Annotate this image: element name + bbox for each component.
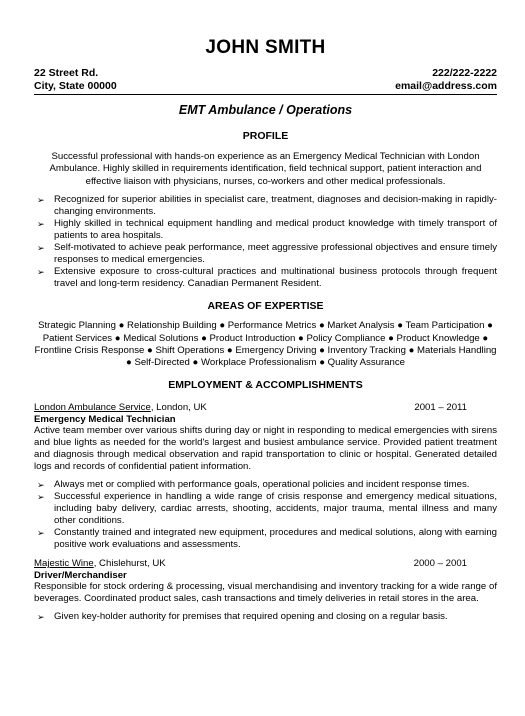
job-dates: 2001 – 2011 bbox=[414, 401, 467, 413]
address-block bbox=[34, 67, 117, 92]
list-item: ➢ Self-motivated to achieve peak performance, meet aggressive professional objectives and ensure timely responses to medical emergencies. bbox=[37, 242, 497, 266]
address-line-2: City, State 00000 bbox=[34, 79, 117, 92]
list-item: ➢ Successful experience in handling a wide range of crisis response and emergency medical situations, including baby delivery, cardiac arrests, shooting, accidents, major trauma, mental illness and many other conditions. bbox=[37, 490, 497, 526]
arrow-bullet-icon: ➢ bbox=[37, 527, 45, 538]
address-line-1: 22 Street Rd. bbox=[34, 67, 99, 79]
contact-block bbox=[34, 67, 497, 92]
list-item: ➢ Always met or complied with performance goals, operational policies and incident response times. bbox=[37, 478, 470, 490]
arrow-bullet-icon: ➢ bbox=[37, 267, 45, 278]
list-item: ➢ Given key-holder authority for premises that required opening and closing on a regular basis. bbox=[37, 610, 448, 622]
expertise-heading: AREAS OF EXPERTISE bbox=[207, 300, 324, 313]
target-job-title: EMT Ambulance / Operations bbox=[178, 103, 353, 117]
job-role: Emergency Medical Technician bbox=[34, 413, 176, 425]
arrow-bullet-icon: ➢ bbox=[37, 219, 45, 230]
job-bullets bbox=[34, 611, 497, 623]
job-bullets bbox=[34, 479, 497, 551]
arrow-bullet-icon: ➢ bbox=[37, 243, 45, 254]
arrow-bullet-icon: ➢ bbox=[37, 611, 45, 622]
company-name: London Ambulance Service bbox=[34, 401, 151, 413]
job-header bbox=[34, 558, 497, 570]
expertise-list: Strategic Planning ● Relationship Building ● Performance Metrics ● Market Analysis ● Team Participation ● Patient Services ● Medical Solutions ● Product Introduction ● Policy Compliance ● Product Knowledge ● Frontline Crisis Response ● Shift Operations ● Emergency Driving ● Inventory Tracking ● Materials Handling ● Self-Directed ● Workplace Professionalism ● Quality Assurance bbox=[34, 320, 497, 369]
job-role: Driver/Merchandiser bbox=[34, 569, 127, 581]
header-divider bbox=[34, 94, 497, 95]
company-name: Majestic Wine bbox=[34, 557, 94, 569]
employment-heading: EMPLOYMENT & ACCOMPLISHMENTS bbox=[168, 378, 363, 391]
list-item: ➢ Highly skilled in technical equipment handling and medical product knowledge with timely transport of patients to area hospitals. bbox=[37, 218, 497, 242]
profile-heading: PROFILE bbox=[242, 130, 289, 142]
job-dates: 2000 – 2001 bbox=[413, 557, 467, 569]
job-description: Active team member over various shifts during day or night in responding to medical emergencies with sirens and blue lights as needed for the world's largest and busiest ambulance service. Provided patient treatment and diagnosis through medical observation and rapid transportation to clinic or hospital. Generated detailed logs and records of confidential patient information. bbox=[34, 424, 497, 472]
company-location: , Chislehurst, UK bbox=[93, 557, 166, 569]
profile-summary: Successful professional with hands-on experience as an Emergency Medical Technician with London Ambulance. Highly skilled in requirements identification, field technical support, patient interaction and effective liaison with physicians, nurses, co-workers and other medical professionals. bbox=[49, 151, 482, 187]
resume-page bbox=[0, 37, 525, 716]
arrow-bullet-icon: ➢ bbox=[37, 195, 45, 206]
list-item: ➢ Extensive exposure to cross-cultural practices and multinational business protocols through frequent travel and long-term residency. Canadian Permanent Resident. bbox=[37, 266, 497, 290]
phone-number: 222/222-2222 bbox=[432, 67, 497, 79]
list-item: ➢ Recognized for superior abilities in specialist care, treatment, diagnoses and decision-making in rapidly-changing environments. bbox=[37, 194, 497, 218]
profile-bullets bbox=[34, 194, 497, 290]
phone-email-block bbox=[395, 67, 497, 92]
resume-name: JOHN SMITH bbox=[205, 37, 326, 58]
company-location: , London, UK bbox=[150, 401, 207, 413]
email-address[interactable]: email@address.com bbox=[395, 79, 497, 92]
job-description: Responsible for stock ordering & processing, visual merchandising and inventory tracking for a wide range of beverages. Coordinated product sales, cash transactions and timely deliveries in retail stores in the area. bbox=[34, 580, 497, 604]
job-header bbox=[34, 402, 497, 414]
arrow-bullet-icon: ➢ bbox=[37, 479, 45, 490]
list-item: ➢ Constantly trained and integrated new equipment, procedures and medical solutions, along with earning positive work evaluations and assessments. bbox=[37, 526, 497, 550]
arrow-bullet-icon: ➢ bbox=[37, 491, 45, 502]
